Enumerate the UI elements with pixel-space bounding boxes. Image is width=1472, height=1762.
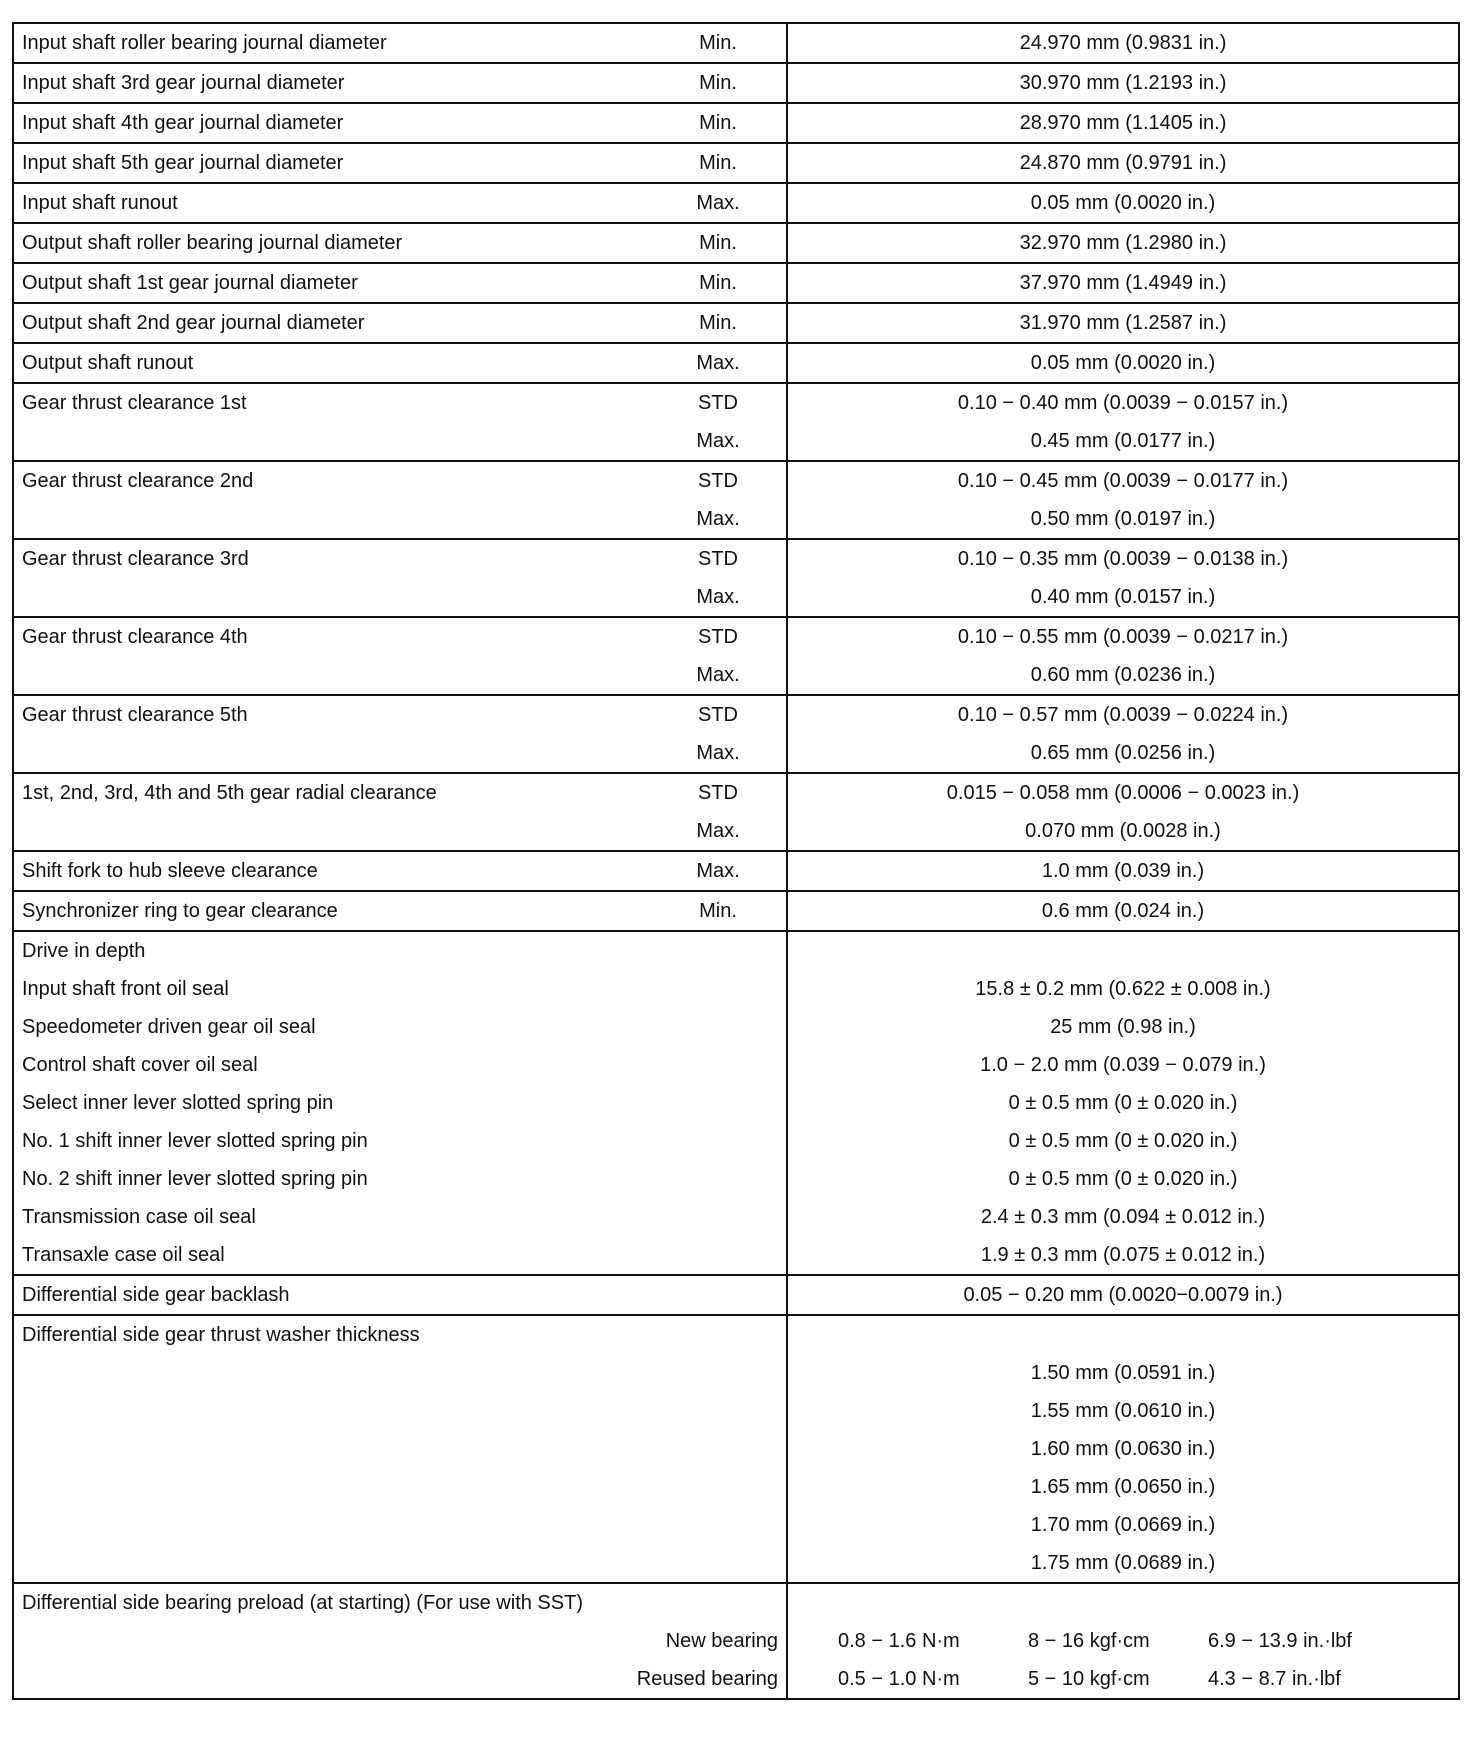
spec-item-label: Input shaft front oil seal — [22, 978, 229, 1000]
spec-item-label: Gear thrust clearance 4th — [13, 617, 650, 656]
spec-table — [12, 22, 1460, 1700]
spec-item-label: Output shaft roller bearing journal diameter — [13, 223, 650, 263]
torque-inlbf: 6.9 − 13.9 in.·lbf — [1208, 1630, 1352, 1652]
spec-row-std — [13, 773, 1459, 812]
spec-value — [787, 1660, 1459, 1699]
spec-row — [13, 143, 1459, 183]
torque-kgfcm: 8 − 16 kgf·cm — [1028, 1630, 1150, 1652]
spec-item-label: Output shaft 2nd gear journal diameter — [13, 303, 650, 343]
spec-item-label: Shift fork to hub sleeve clearance — [13, 851, 650, 891]
spec-item-label: Synchronizer ring to gear clearance — [13, 891, 650, 931]
spec-qualifier: Min. — [650, 263, 787, 303]
drive-in-row — [13, 1160, 1459, 1198]
spec-item-label: Differential side gear backlash — [13, 1275, 650, 1315]
spec-value: 25 mm (0.98 in.) — [787, 1008, 1459, 1046]
spec-qualifier — [650, 1122, 787, 1160]
spec-qualifier — [650, 1084, 787, 1122]
spec-row-std — [13, 695, 1459, 734]
spec-item-blank — [13, 1468, 650, 1506]
preload-title-row — [13, 1583, 1459, 1622]
spec-item-label: Transmission case oil seal — [22, 1206, 256, 1228]
spec-value: 37.970 mm (1.4949 in.) — [787, 263, 1459, 303]
preload-row — [13, 1622, 1459, 1660]
section-title: Differential side bearing preload (at starting) (For use with SST) — [13, 1583, 787, 1622]
spec-value: 0.10 − 0.45 mm (0.0039 − 0.0177 in.) — [787, 461, 1459, 500]
spec-qualifier: Max. — [650, 183, 787, 223]
spec-qualifier — [650, 1468, 787, 1506]
torque-kgfcm: 5 − 10 kgf·cm — [1028, 1668, 1150, 1690]
spec-value: 28.970 mm (1.1405 in.) — [787, 103, 1459, 143]
spec-value: 0.60 mm (0.0236 in.) — [787, 656, 1459, 695]
spec-item-blank — [13, 656, 650, 695]
spec-item-blank — [13, 1392, 650, 1430]
spec-item-label: Control shaft cover oil seal — [22, 1054, 258, 1076]
spec-value: 1.9 ± 0.3 mm (0.075 ± 0.012 in.) — [787, 1236, 1459, 1275]
spec-value — [787, 1583, 1459, 1622]
spec-value: 0.65 mm (0.0256 in.) — [787, 734, 1459, 773]
spec-qualifier: Max. — [650, 851, 787, 891]
spec-row — [13, 263, 1459, 303]
spec-qualifier — [650, 931, 787, 970]
spec-qualifier — [650, 1236, 787, 1275]
spec-value: 0.05 mm (0.0020 in.) — [787, 183, 1459, 223]
spec-row-std — [13, 461, 1459, 500]
spec-value: 24.870 mm (0.9791 in.) — [787, 143, 1459, 183]
spec-value: 0.10 − 0.40 mm (0.0039 − 0.0157 in.) — [787, 383, 1459, 422]
washer-row — [13, 1506, 1459, 1544]
spec-table-body — [13, 23, 1459, 1699]
washer-row — [13, 1430, 1459, 1468]
torque-nm: 0.8 − 1.6 N·m — [838, 1630, 960, 1652]
spec-row-max — [13, 734, 1459, 773]
drive-in-row — [13, 1084, 1459, 1122]
spec-row-max — [13, 812, 1459, 851]
spec-qualifier: Max. — [696, 742, 740, 764]
spec-item-blank — [13, 1354, 650, 1392]
washer-title-row — [13, 1315, 1459, 1354]
spec-item-label: Gear thrust clearance 3rd — [13, 539, 650, 578]
spec-item-blank — [13, 1506, 650, 1544]
spec-item-blank — [13, 1430, 650, 1468]
torque-inlbf: 4.3 − 8.7 in.·lbf — [1208, 1668, 1341, 1690]
spec-value: 1.0 mm (0.039 in.) — [787, 851, 1459, 891]
spec-value: 24.970 mm (0.9831 in.) — [787, 23, 1459, 63]
spec-qualifier — [650, 1275, 787, 1315]
spec-row — [13, 23, 1459, 63]
spec-qualifier: STD — [650, 617, 787, 656]
spec-value: 1.0 − 2.0 mm (0.039 − 0.079 in.) — [787, 1046, 1459, 1084]
spec-qualifier: STD — [650, 773, 787, 812]
spec-qualifier — [650, 1392, 787, 1430]
spec-qualifier: Max. — [696, 508, 740, 530]
spec-item-blank — [13, 1544, 650, 1583]
spec-item-label: Input shaft roller bearing journal diameter — [13, 23, 650, 63]
spec-qualifier — [650, 1198, 787, 1236]
spec-qualifier — [650, 1315, 787, 1354]
spec-item-label: Input shaft 4th gear journal diameter — [13, 103, 650, 143]
drive-in-row — [13, 1008, 1459, 1046]
spec-qualifier — [650, 1430, 787, 1468]
spec-value: 0.40 mm (0.0157 in.) — [787, 578, 1459, 617]
spec-value: 1.55 mm (0.0610 in.) — [787, 1392, 1459, 1430]
spec-value: 1.50 mm (0.0591 in.) — [787, 1354, 1459, 1392]
spec-row — [13, 63, 1459, 103]
drive-in-row — [13, 1122, 1459, 1160]
spec-value: 0.10 − 0.35 mm (0.0039 − 0.0138 in.) — [787, 539, 1459, 578]
washer-row — [13, 1392, 1459, 1430]
spec-value: 0.05 mm (0.0020 in.) — [787, 343, 1459, 383]
spec-qualifier — [650, 1354, 787, 1392]
spec-qualifier: Min. — [650, 303, 787, 343]
spec-item-blank — [13, 578, 650, 617]
spec-qualifier: Min. — [650, 143, 787, 183]
spec-item-label: Select inner lever slotted spring pin — [22, 1092, 334, 1114]
spec-qualifier — [650, 1046, 787, 1084]
spec-qualifier: Max. — [650, 343, 787, 383]
spec-value — [787, 1622, 1459, 1660]
drive-in-title-row — [13, 931, 1459, 970]
spec-value: 0.05 − 0.20 mm (0.0020−0.0079 in.) — [787, 1275, 1459, 1315]
washer-row — [13, 1354, 1459, 1392]
spec-value: 30.970 mm (1.2193 in.) — [787, 63, 1459, 103]
spec-item-label: 1st, 2nd, 3rd, 4th and 5th gear radial clearance — [13, 773, 650, 812]
drive-in-row — [13, 1046, 1459, 1084]
spec-value: 0.45 mm (0.0177 in.) — [787, 422, 1459, 461]
spec-value: 2.4 ± 0.3 mm (0.094 ± 0.012 in.) — [787, 1198, 1459, 1236]
spec-row-std — [13, 383, 1459, 422]
spec-value: 0 ± 0.5 mm (0 ± 0.020 in.) — [787, 1160, 1459, 1198]
spec-qualifier — [650, 970, 787, 1008]
spec-item-label: Gear thrust clearance 1st — [13, 383, 650, 422]
spec-row — [13, 303, 1459, 343]
drive-in-row — [13, 1198, 1459, 1236]
spec-qualifier: Max. — [696, 820, 740, 842]
spec-qualifier: STD — [650, 539, 787, 578]
spec-row-max — [13, 656, 1459, 695]
spec-qualifier: Min. — [650, 63, 787, 103]
spec-value: 0 ± 0.5 mm (0 ± 0.020 in.) — [787, 1122, 1459, 1160]
spec-qualifier: STD — [650, 383, 787, 422]
spec-qualifier: STD — [650, 461, 787, 500]
spec-item-label: Gear thrust clearance 5th — [13, 695, 650, 734]
spec-item-label: No. 1 shift inner lever slotted spring pin — [22, 1130, 368, 1152]
spec-value: 0.015 − 0.058 mm (0.0006 − 0.0023 in.) — [787, 773, 1459, 812]
spec-item-label: Output shaft 1st gear journal diameter — [13, 263, 650, 303]
spec-item-label: Gear thrust clearance 2nd — [13, 461, 650, 500]
spec-qualifier: Min. — [650, 891, 787, 931]
spec-item-blank — [13, 422, 650, 461]
spec-value: 0.10 − 0.57 mm (0.0039 − 0.0224 in.) — [787, 695, 1459, 734]
spec-qualifier: Max. — [696, 664, 740, 686]
torque-nm: 0.5 − 1.0 N·m — [838, 1668, 960, 1690]
spec-item-label: Input shaft 5th gear journal diameter — [13, 143, 650, 183]
spec-value: 0 ± 0.5 mm (0 ± 0.020 in.) — [787, 1084, 1459, 1122]
spec-item-label: New bearing — [665, 1630, 778, 1652]
drive-in-row — [13, 970, 1459, 1008]
spec-value: 31.970 mm (1.2587 in.) — [787, 303, 1459, 343]
spec-qualifier — [650, 1160, 787, 1198]
spec-row — [13, 103, 1459, 143]
spec-value: 0.070 mm (0.0028 in.) — [787, 812, 1459, 851]
spec-row — [13, 223, 1459, 263]
spec-qualifier — [650, 1544, 787, 1583]
spec-row-max — [13, 422, 1459, 461]
preload-row — [13, 1660, 1459, 1699]
spec-qualifier — [650, 1008, 787, 1046]
spec-row-std — [13, 617, 1459, 656]
spec-qualifier: Max. — [696, 586, 740, 608]
spec-value: 0.10 − 0.55 mm (0.0039 − 0.0217 in.) — [787, 617, 1459, 656]
spec-qualifier: STD — [650, 695, 787, 734]
spec-value: 0.50 mm (0.0197 in.) — [787, 500, 1459, 539]
spec-row-std — [13, 539, 1459, 578]
spec-row-max — [13, 500, 1459, 539]
spec-item-blank — [13, 500, 650, 539]
spec-row-max — [13, 578, 1459, 617]
spec-row — [13, 851, 1459, 891]
spec-item-blank — [13, 812, 650, 851]
spec-item-label: Speedometer driven gear oil seal — [22, 1016, 316, 1038]
spec-qualifier: Min. — [650, 223, 787, 263]
spec-qualifier: Min. — [650, 23, 787, 63]
spec-row — [13, 183, 1459, 223]
spec-value — [787, 931, 1459, 970]
spec-item-label: Input shaft 3rd gear journal diameter — [13, 63, 650, 103]
section-title: Differential side gear thrust washer thickness — [13, 1315, 650, 1354]
spec-row — [13, 1275, 1459, 1315]
section-title: Drive in depth — [13, 931, 650, 970]
spec-row — [13, 891, 1459, 931]
spec-value: 15.8 ± 0.2 mm (0.622 ± 0.008 in.) — [787, 970, 1459, 1008]
spec-row — [13, 343, 1459, 383]
spec-item-blank — [13, 734, 650, 773]
spec-value: 1.75 mm (0.0689 in.) — [787, 1544, 1459, 1583]
spec-qualifier: Min. — [650, 103, 787, 143]
washer-row — [13, 1468, 1459, 1506]
spec-qualifier — [650, 1506, 787, 1544]
spec-value: 1.65 mm (0.0650 in.) — [787, 1468, 1459, 1506]
spec-item-label: Output shaft runout — [13, 343, 650, 383]
spec-item-label: Input shaft runout — [13, 183, 650, 223]
spec-value: 32.970 mm (1.2980 in.) — [787, 223, 1459, 263]
spec-value — [787, 1315, 1459, 1354]
drive-in-row — [13, 1236, 1459, 1275]
spec-qualifier: Max. — [696, 430, 740, 452]
spec-value: 1.60 mm (0.0630 in.) — [787, 1430, 1459, 1468]
washer-row — [13, 1544, 1459, 1583]
spec-item-label: Transaxle case oil seal — [22, 1244, 225, 1266]
spec-value: 0.6 mm (0.024 in.) — [787, 891, 1459, 931]
spec-item-label: Reused bearing — [13, 1660, 787, 1699]
spec-item-label: No. 2 shift inner lever slotted spring pin — [22, 1168, 368, 1190]
spec-value: 1.70 mm (0.0669 in.) — [787, 1506, 1459, 1544]
